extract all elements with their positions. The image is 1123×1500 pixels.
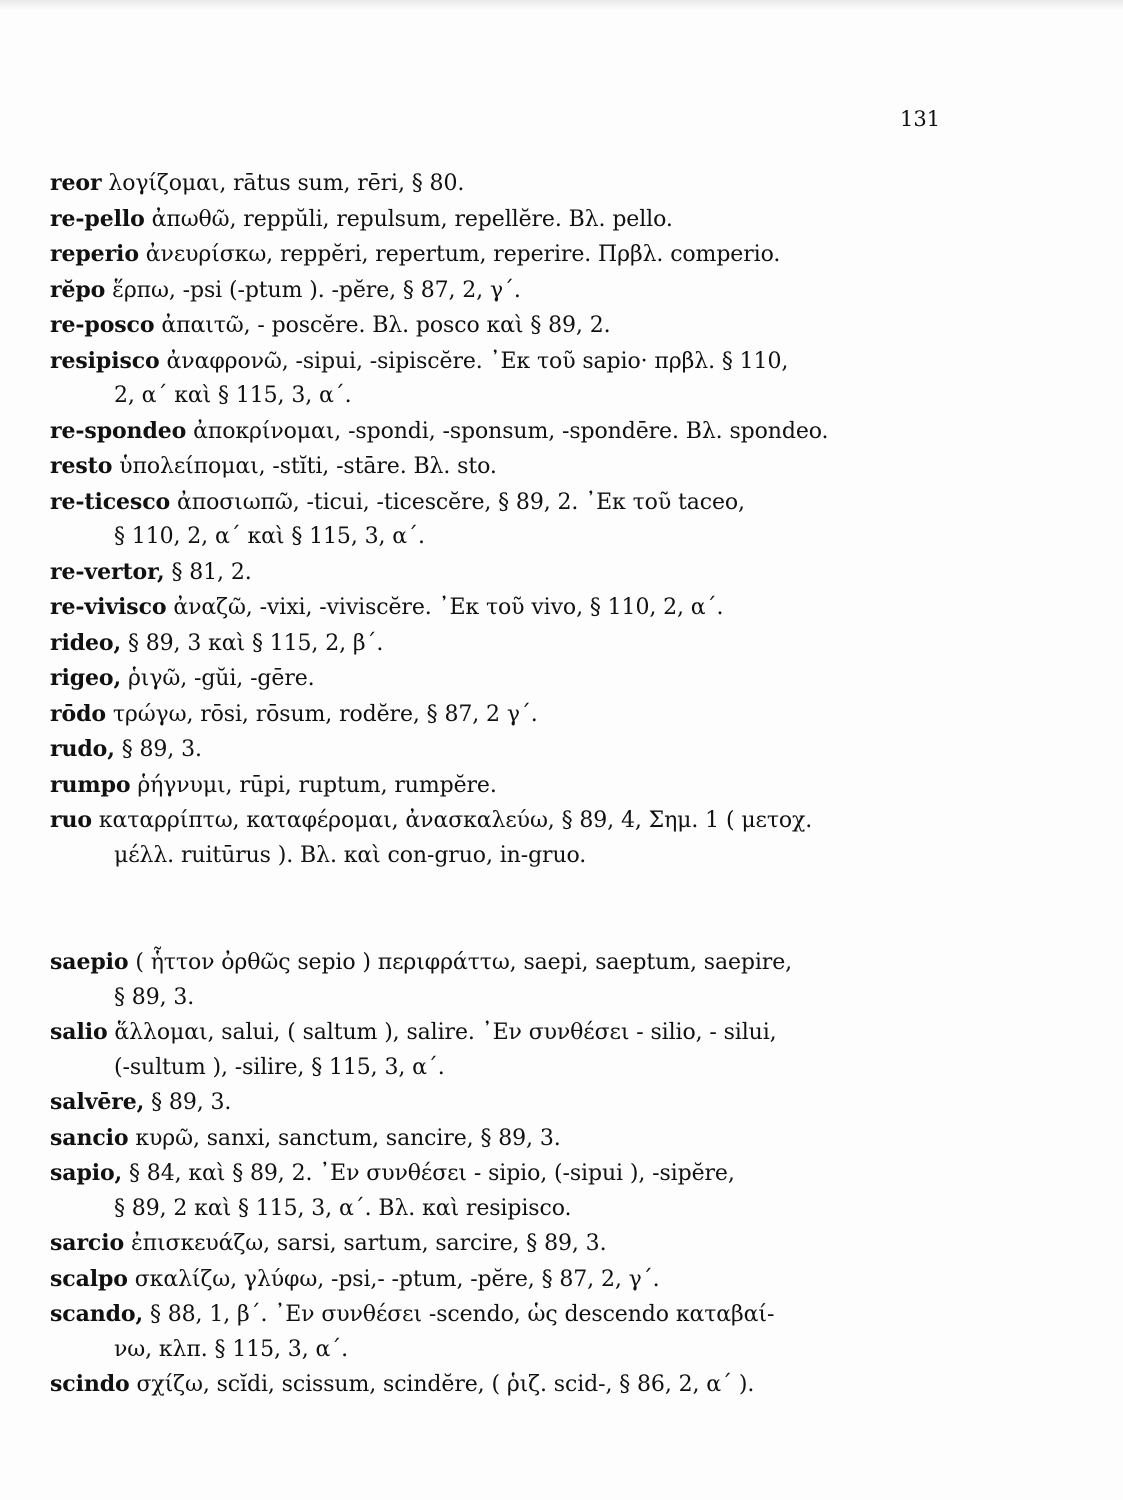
dictionary-entry	[50, 273, 942, 309]
entry-line	[50, 1156, 942, 1192]
entry-continuation: 2, α΄ καὶ § 115, 3, α΄.	[114, 383, 352, 408]
entry-line	[50, 697, 942, 733]
entry-headword: rigeo,	[50, 665, 122, 691]
section-r	[50, 166, 942, 873]
entry-definition: § 89, 3.	[114, 737, 202, 762]
entry-line	[50, 661, 942, 697]
entry-definition: § 84, καὶ § 89, 2. ᾽Εν συνθέσει - sipio, (-sipui ), -sipĕre,	[122, 1161, 735, 1186]
entry-line	[50, 1367, 942, 1403]
entry-headword: re-vertor,	[50, 558, 165, 585]
dictionary-entry	[50, 732, 942, 768]
entry-definition: § 89, 3.	[144, 1090, 232, 1115]
dictionary-entry	[50, 308, 942, 344]
entry-headword: re-posco	[50, 312, 155, 338]
entry-line	[50, 1121, 942, 1157]
page-number: 131	[900, 107, 941, 131]
dictionary-entry	[50, 1297, 942, 1367]
entry-definition: τρώγω, rōsi, rōsum, rodĕre, § 87, 2 γ΄.	[105, 701, 538, 727]
entry-definition: ἐπισκευάζω, sarsi, sartum, sarcire, § 89, 3.	[124, 1231, 607, 1256]
entry-definition: ἀναφρονῶ, -sipui, -sipiscĕre. ᾽Εκ τοῦ sapio· πρβλ. § 110,	[159, 348, 789, 374]
dictionary-entry	[50, 1085, 942, 1121]
dictionary-entry	[50, 237, 942, 273]
entry-headword: sancio	[50, 1124, 129, 1151]
entry-line	[50, 732, 942, 768]
entry-headword: ruo	[50, 807, 92, 833]
dictionary-entry	[50, 1015, 942, 1085]
entry-headword: re-spondeo	[50, 417, 187, 444]
entry-line	[50, 555, 942, 591]
entry-definition: ἀποσιωπῶ, -ticui, -ticescĕre, § 89, 2. ᾽Εκ τοῦ taceo,	[170, 489, 745, 515]
dictionary-entry	[50, 626, 942, 662]
entry-headword: rĕpo	[50, 276, 106, 303]
dictionary-entry	[50, 1121, 942, 1157]
entry-continuation: § 89, 3.	[114, 984, 195, 1010]
entry-line	[50, 1015, 942, 1051]
entry-definition: ὑπολείπομαι, -stĭti, -stāre. Βλ. sto.	[112, 454, 497, 479]
entry-definition: σχίζω, scĭdi, scissum, scindĕre, ( ῥιζ. scid-, § 86, 2, α΄ ).	[129, 1372, 755, 1397]
entry-line	[50, 1262, 942, 1298]
entry-headword: re-ticesco	[50, 488, 171, 515]
dictionary-entry	[50, 803, 942, 873]
entry-line	[50, 1085, 942, 1121]
entry-continuation: § 89, 2 καὶ § 115, 3, α΄. Βλ. καὶ resipisco.	[114, 1195, 572, 1221]
entry-headword: sapio,	[50, 1160, 123, 1186]
entry-headword: resto	[50, 453, 113, 479]
entry-headword: re-pello	[50, 205, 145, 232]
entry-definition: λογίζομαι, rātus sum, rēri, § 80.	[101, 171, 465, 196]
entry-headword: reor	[50, 170, 102, 196]
entry-continuation: (-sultum ), -silire, § 115, 3, α΄.	[114, 1054, 445, 1080]
page-edge-shadow	[0, 0, 1123, 10]
entry-definition: ἀπαιτῶ, - poscĕre. Βλ. posco καὶ § 89, 2.	[154, 313, 611, 338]
section-gap	[50, 873, 942, 945]
entry-headword: rideo,	[50, 629, 122, 656]
dictionary-entry	[50, 1367, 942, 1403]
entry-headword: rōdo	[50, 700, 106, 727]
dictionary-entry	[50, 344, 942, 414]
entry-headword: salio	[50, 1019, 108, 1045]
entry-definition: ῥήγνυμι, rūpi, ruptum, rumpĕre.	[130, 772, 497, 798]
dictionary-entry	[50, 661, 942, 697]
dictionary-entry	[50, 768, 942, 804]
entry-definition: § 81, 2.	[164, 559, 252, 585]
dictionary-entry	[50, 1156, 942, 1226]
entry-headword: salvēre,	[50, 1089, 145, 1115]
entry-headword: scando,	[50, 1301, 144, 1327]
entry-definition: ἅλλομαι, salui, ( saltum ), salire. ᾽Εν συνθέσει - silio, - silui,	[107, 1020, 777, 1045]
dictionary-entry	[50, 945, 942, 1015]
dictionary-entry	[50, 590, 942, 626]
entry-line	[50, 803, 942, 839]
entry-headword: resipisco	[50, 347, 160, 374]
entry-continuation: μέλλ. ruitūrus ). Βλ. καὶ con-gruo, in-gruo.	[114, 842, 587, 868]
dictionary-entry	[50, 1226, 942, 1262]
entry-line	[50, 202, 942, 238]
entry-line	[50, 166, 942, 202]
entry-definition: ἀποκρίνομαι, -spondi, -sponsum, -spondēre. Βλ. spondeo.	[186, 418, 829, 444]
dictionary-entry	[50, 414, 942, 450]
dictionary-entry	[50, 449, 942, 485]
dictionary-entry	[50, 202, 942, 238]
entry-definition: ἀνευρίσκω, reppĕri, repertum, reperire. Πρβλ. comperio.	[138, 242, 781, 267]
entry-headword: re-vivisco	[50, 594, 167, 620]
entry-line	[50, 308, 942, 344]
entry-line	[50, 768, 942, 804]
dictionary-entry	[50, 555, 942, 591]
entry-headword: saepio	[50, 949, 129, 975]
entry-definition: κυρῶ, sanxi, sanctum, sancire, § 89, 3.	[128, 1125, 561, 1151]
entry-definition: § 88, 1, β΄. ᾽Εν συνθέσει -scendo, ὡς descendo καταβαί-	[143, 1302, 775, 1327]
entry-headword: scalpo	[50, 1265, 128, 1292]
entry-line	[50, 1226, 942, 1262]
entry-definition: ῥιγῶ, -gŭi, -gēre.	[121, 666, 315, 691]
dictionary-entry	[50, 485, 942, 555]
entry-line	[50, 414, 942, 450]
entries-list	[50, 166, 942, 1403]
dictionary-entry	[50, 1262, 942, 1298]
entry-line	[50, 626, 942, 662]
entry-continuation: § 110, 2, α΄ καὶ § 115, 3, α΄.	[114, 524, 425, 549]
entry-definition: ἀναζῶ, -vixi, -viviscĕre. ᾽Εκ τοῦ vivo, § 110, 2, α΄.	[166, 595, 724, 620]
entry-line	[50, 945, 942, 981]
entry-continuation: νω, κλπ. § 115, 3, α΄.	[114, 1336, 349, 1362]
entry-headword: sarcio	[50, 1230, 125, 1256]
entry-definition: ἀπωθῶ, reppŭli, repulsum, repellĕre. Βλ. pello.	[144, 206, 673, 232]
dictionary-entry	[50, 697, 942, 733]
dictionary-entry	[50, 166, 942, 202]
entry-headword: rudo,	[50, 736, 115, 762]
entry-line	[50, 237, 942, 273]
entry-definition: καταρρίπτω, καταφέρομαι, ἀνασκαλεύω, § 89, 4, Σημ. 1 ( μετοχ.	[91, 808, 813, 833]
entry-definition: σκαλίζω, γλύφω, -psi,- -ptum, -pĕre, § 87, 2, γ΄.	[127, 1266, 660, 1292]
entry-line	[50, 449, 942, 485]
entry-definition: ἕρπω, -psi (-ptum ). -pĕre, § 87, 2, γ΄.	[105, 277, 521, 303]
entry-line	[50, 344, 942, 380]
entry-line	[50, 273, 942, 309]
entry-definition: ( ἧττον ὀρθῶς sepio ) περιφράττω, saepi, saeptum, saepire,	[128, 950, 793, 975]
entry-definition: § 89, 3 καὶ § 115, 2, β΄.	[121, 630, 384, 656]
section-s	[50, 945, 942, 1403]
entry-line	[50, 485, 942, 521]
entry-line	[50, 1297, 942, 1333]
entry-headword: scindo	[50, 1371, 130, 1397]
entry-headword: rumpo	[50, 771, 131, 798]
entry-line	[50, 590, 942, 626]
entry-headword: reperio	[50, 241, 139, 267]
